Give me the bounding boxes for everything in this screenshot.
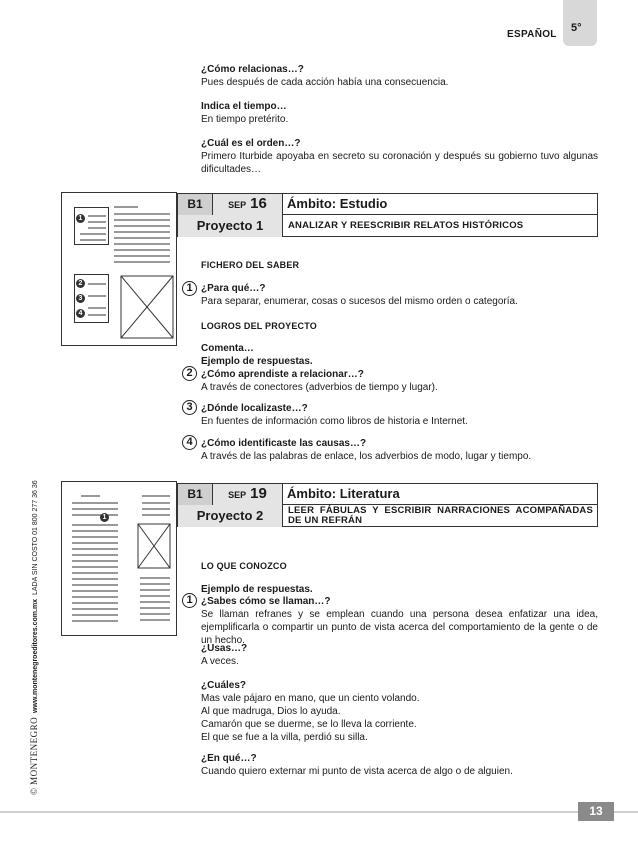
refran: Al que madruga, Dios lo ayuda. <box>201 706 341 717</box>
refran: El que se fue a la villa, perdió su silla. <box>201 732 368 743</box>
marker-1: 1 <box>76 214 85 223</box>
project-title: ANALIZAR Y REESCRIBIR RELATOS HISTÓRICOS <box>288 220 524 231</box>
answer: A veces. <box>201 656 239 667</box>
question: ¿Sabes cómo se llaman…? <box>201 596 331 607</box>
marker-2: 2 <box>76 279 85 288</box>
question: ¿Cuáles? <box>201 680 247 691</box>
usas-block <box>201 642 598 668</box>
sep-page: 16 <box>250 195 267 212</box>
example-label: Ejemplo de respuestas. <box>201 584 313 595</box>
number-badge-1: 1 <box>182 593 197 608</box>
refran: Mas vale pájaro en mano, que un ciento volando. <box>201 693 420 704</box>
footer-bar <box>0 802 638 821</box>
top-section <box>201 63 598 176</box>
block-label: B1 <box>178 484 213 505</box>
answer: Se llaman refranes y se emplean cuando una persona desea enfatizar una idea, ejemplificarla o compartir un punto de vista acerca del comportamiento de la gente o de un hecho. <box>201 609 598 646</box>
project-label: Proyecto 2 <box>178 505 283 527</box>
comenta-block <box>201 342 598 368</box>
question: ¿Cuál es el orden…? <box>201 138 301 149</box>
section-heading: LOGROS DEL PROYECTO <box>201 321 317 331</box>
publisher-brand: © MONTENEGRO <box>29 716 39 795</box>
ambito-label: Ámbito: Estudio <box>287 196 388 211</box>
answer: Cuando quiero externar mi punto de vista acerca de algo o de alguien. <box>201 766 513 777</box>
project-header-1 <box>177 193 598 237</box>
refran: Camarón que se duerme, se lo lleva la corriente. <box>201 719 417 730</box>
question: ¿Cómo identificaste las causas…? <box>201 438 367 449</box>
publisher-website: www.montenegroeditores.com.mx <box>32 598 39 714</box>
example-label: Ejemplo de respuestas. <box>201 356 313 367</box>
grade-label: 5° <box>571 22 582 34</box>
sep-label: SEP <box>228 200 247 210</box>
item-1 <box>201 282 598 308</box>
sep-page: 19 <box>250 485 267 502</box>
enque-block <box>201 752 598 778</box>
question: Indica el tiempo… <box>201 101 287 112</box>
question: ¿Para qué…? <box>201 283 266 294</box>
page-thumbnail-2 <box>61 481 177 636</box>
question: ¿Cómo aprendiste a relacionar…? <box>201 369 364 380</box>
answer: En tiempo pretérito. <box>201 114 289 125</box>
sep-label: SEP <box>228 490 247 500</box>
answer: Primero Iturbide apoyaba en secreto su coronación y después su gobierno tuvo algunas dificultades… <box>201 151 598 175</box>
section-heading: LO QUE CONOZCO <box>201 561 287 571</box>
marker-4: 4 <box>76 309 85 318</box>
question: ¿Cómo relacionas…? <box>201 64 304 75</box>
block-label: B1 <box>178 194 213 215</box>
item-1 <box>201 595 598 647</box>
section-heading: FICHERO DEL SABER <box>201 260 300 270</box>
cuales-block <box>201 679 598 744</box>
project-label: Proyecto 1 <box>178 215 283 237</box>
marker-1: 1 <box>100 513 109 522</box>
publisher-phone: LADA SIN COSTO 01 800 277 36 36 <box>32 480 39 596</box>
marker-3: 3 <box>76 294 85 303</box>
answer: A través de las palabras de enlace, los adverbios de modo, lugar y tiempo. <box>201 451 532 462</box>
item-4 <box>201 437 598 463</box>
answer: En fuentes de información como libros de historia e Internet. <box>201 416 468 427</box>
item-2 <box>201 368 598 394</box>
number-badge-1: 1 <box>182 281 197 296</box>
item-3 <box>201 402 598 428</box>
ambito-label: Ámbito: Literatura <box>287 486 400 501</box>
sidebar-credits <box>29 480 39 795</box>
sep-reference <box>213 194 283 215</box>
sep-reference <box>213 484 283 505</box>
answer: Pues después de cada acción había una consecuencia. <box>201 77 449 88</box>
page-number: 13 <box>578 802 614 821</box>
comenta-label: Comenta… <box>201 343 254 354</box>
answer: A través de conectores (adverbios de tiempo y lugar). <box>201 382 438 393</box>
question: ¿Usas…? <box>201 643 248 654</box>
number-badge-4: 4 <box>182 435 197 450</box>
subject-label: ESPAÑOL <box>507 29 557 40</box>
page-thumbnail-1 <box>61 192 177 346</box>
thumbnail-lines <box>62 482 178 637</box>
answer: Para separar, enumerar, cosas o sucesos del mismo orden o categoría. <box>201 296 518 307</box>
number-badge-2: 2 <box>182 366 197 381</box>
footer-rule <box>0 811 638 813</box>
project-title: LEER FÁBULAS Y ESCRIBIR NARRACIONES ACOMPAÑADAS DE UN REFRÁN <box>288 505 593 526</box>
project-header-2 <box>177 483 598 527</box>
thumbnail-box-top <box>74 207 109 245</box>
question: ¿En qué…? <box>201 753 257 764</box>
number-badge-3: 3 <box>182 400 197 415</box>
question: ¿Dónde localizaste…? <box>201 403 308 414</box>
